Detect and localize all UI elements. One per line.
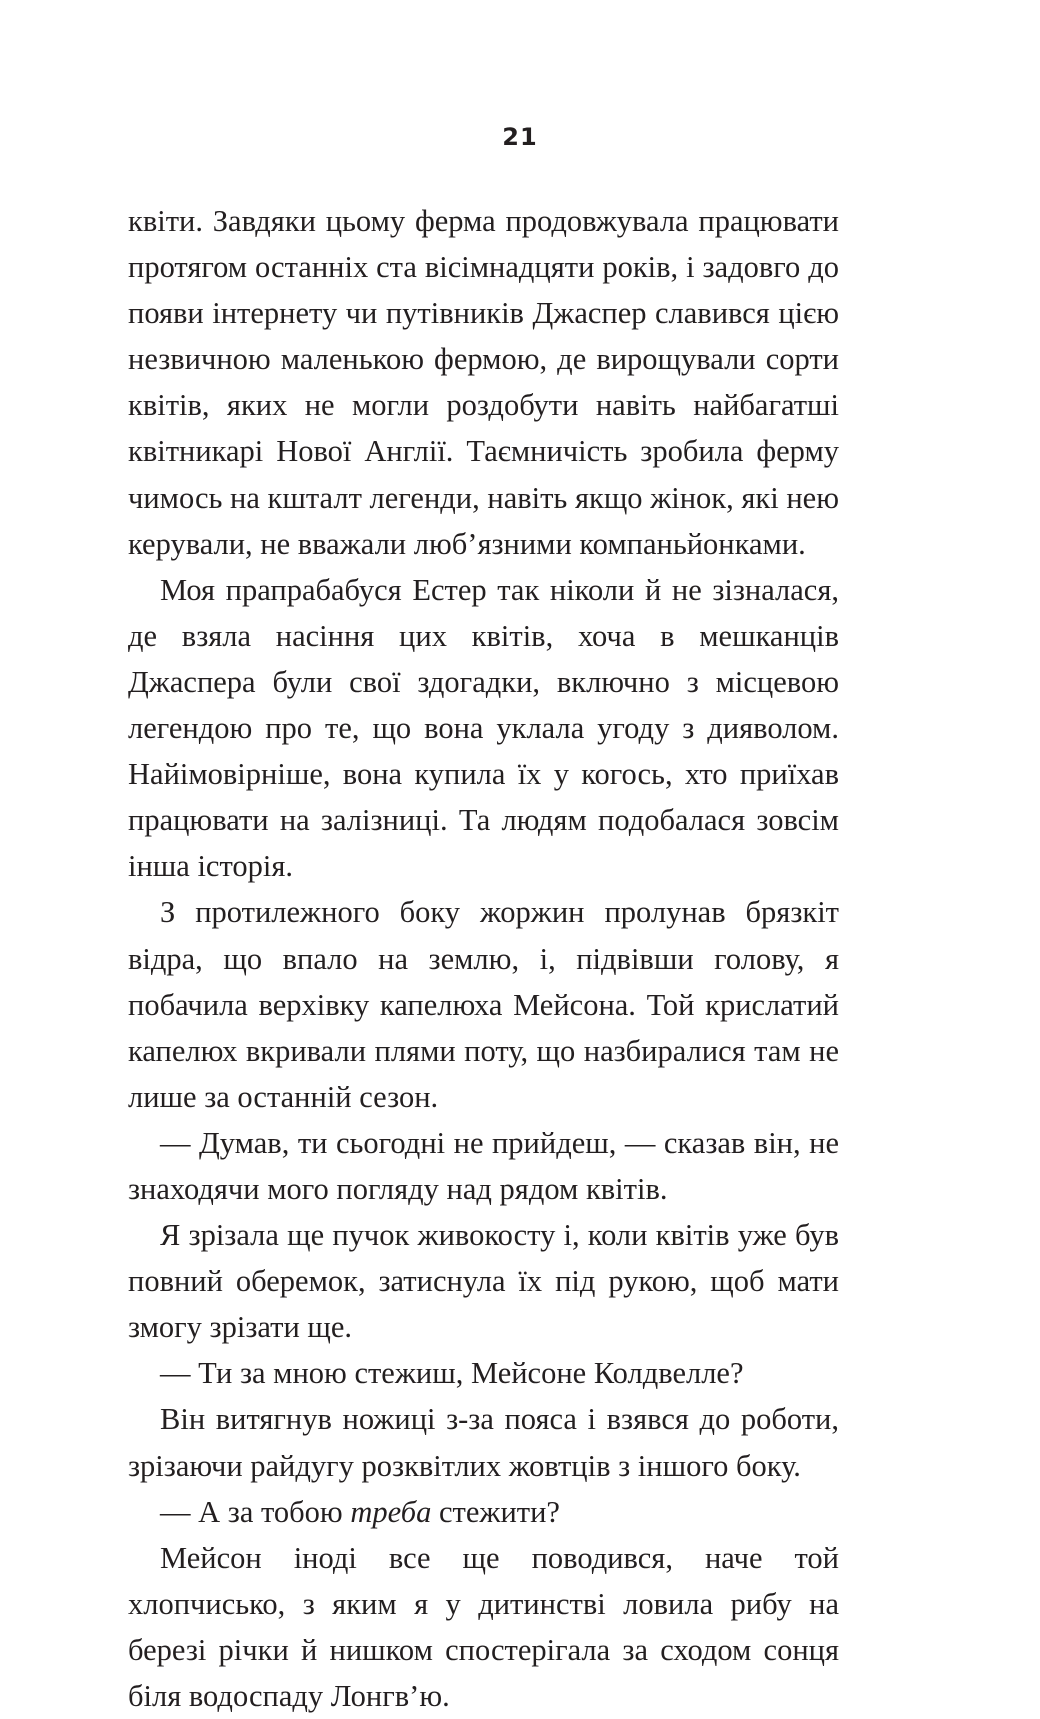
paragraph: квіти. Завдяки цьому ферма продовжувала працювати протягом останніх ста вісімнадцяти років, і задовго до появи інтернету чи путівників Джаспер славився цією незвичною маленькою фермою, де вирощували сорти квітів, яких не могли роздобути навіть найбагатші квітникарі Нової Англії. Таємничість зробила ферму чимось на кшталт легенди, навіть якщо жінок, які нею керували, не вважали люб’язними компаньйонками. <box>128 204 839 561</box>
paragraph: Я зрізала ще пучок живокосту і, коли квітів уже був повний оберемок, затиснула їх під рукою, щоб мати змогу зрізати ще. <box>128 1218 839 1345</box>
paragraph-dialogue: — Думав, ти сьогодні не прийдеш, — сказав він, не знаходячи мого погляду над рядом квітів. <box>128 1125 839 1206</box>
paragraph-dialogue <box>128 1489 839 1535</box>
page-number: 21 <box>502 123 538 151</box>
dialogue-text-after: стежити? <box>431 1494 560 1529</box>
dialogue-emphasis: треба <box>350 1494 432 1529</box>
body-text <box>128 198 839 1719</box>
dialogue-text-before: — А за тобою <box>160 1494 351 1529</box>
paragraph: Мейсон іноді все ще поводився, наче той хлопчисько, з яким я у дитинстві ловила рибу на березі річки й нишком спостерігала за сходом сонця біля водоспаду Лонгв’ю. <box>128 1540 839 1713</box>
paragraph: Він витягнув ножиці з-за пояса і взявся до роботи, зрізаючи райдугу розквітлих жовтців з іншого боку. <box>128 1402 839 1483</box>
paragraph: Моя прапрабабуся Естер так ніколи й не зізналася, де взяла насіння цих квітів, хоча в мешканців Джаспера були свої здогадки, включно з місцевою легендою про те, що вона уклала угоду з дияволом. Найімовірніше, вона купила їх у когось, хто приїхав працювати на залізниці. Та людям подобалася зовсім інша історія. <box>128 572 839 884</box>
paragraph: З протилежного боку жоржин пролунав брязкіт відра, що впало на землю, і, підвівши голову, я побачила верхівку капелюха Мейсона. Той крислатий капелюх вкривали плями поту, що назбиралися там не лише за останній сезон. <box>128 895 839 1114</box>
paragraph-dialogue: — Ти за мною стежиш, Мейсоне Колдвелле? <box>160 1356 744 1391</box>
